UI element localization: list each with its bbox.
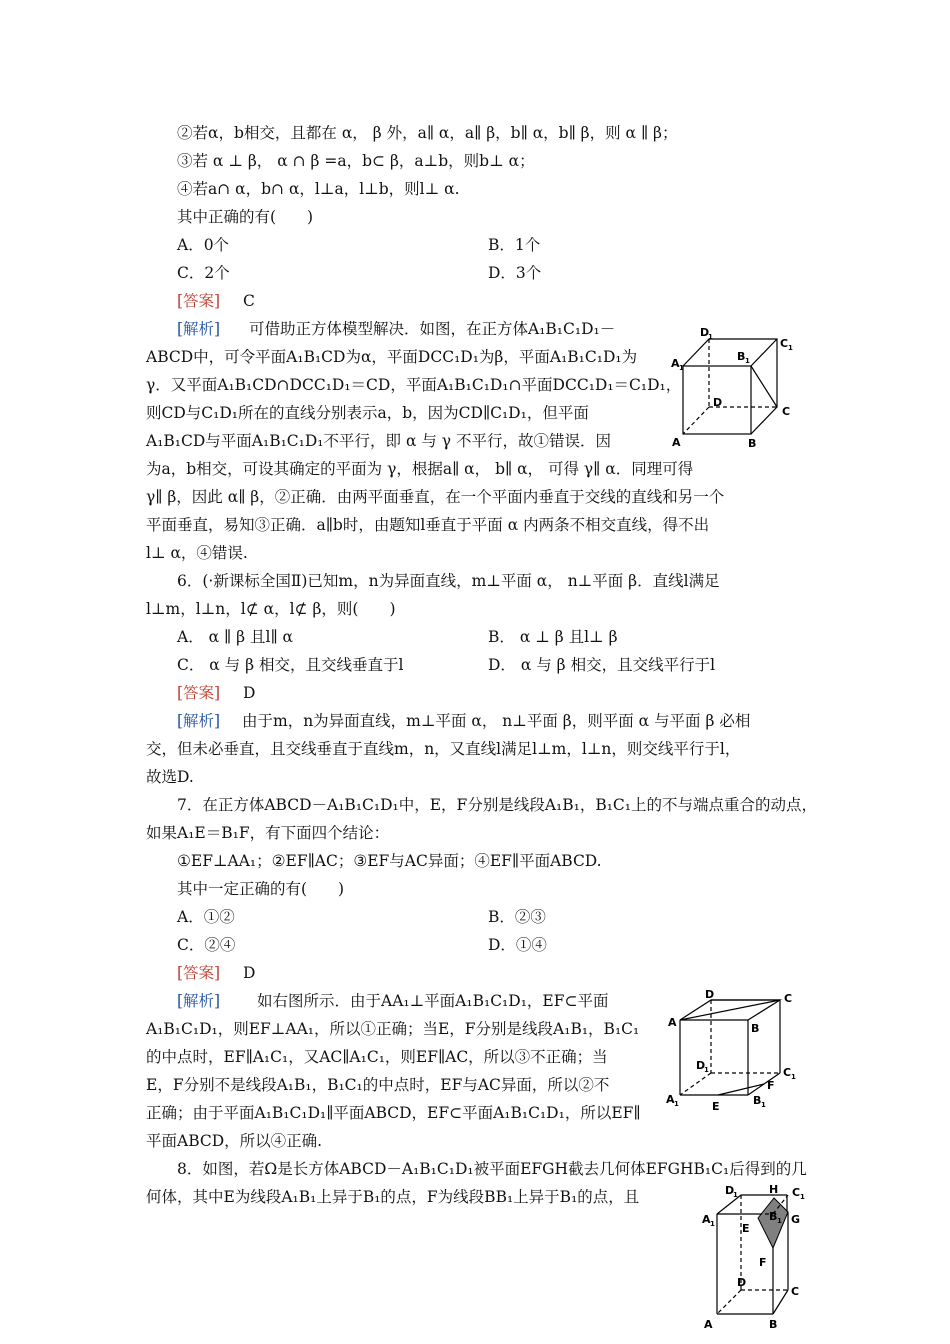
q5-answer-tag: [答案] <box>177 292 221 310</box>
vertex-label: F <box>767 1079 775 1092</box>
vertex-label: G <box>791 1213 801 1226</box>
q5-option-a: A．0个 <box>177 236 230 254</box>
q5-analysis-line: γ．又平面A₁B₁CD∩DCC₁D₁＝CD，平面A₁B₁C₁D₁∩平面DCC₁D₁＝C₁D₁， <box>146 376 682 394</box>
vertex-label: D <box>705 988 715 1001</box>
vertex-label: C <box>792 1186 801 1199</box>
q6-option-d: D． α 与 β 相交，且交线平行于l <box>488 656 716 674</box>
q7-stem-2: 如果A₁E＝B₁F，有下面四个结论： <box>146 824 390 842</box>
q6-analysis-line: 交，但未必垂直，且交线垂直于直线m，n，又直线l满足l⊥m，l⊥n，则交线平行于l， <box>146 740 741 758</box>
vertex-label: D <box>696 1059 706 1072</box>
q7-option-b: B．②③ <box>488 908 546 926</box>
vertex-label: B <box>751 1022 760 1035</box>
q5-statement-4: ④若a∩ α，b∩ α，l⊥a，l⊥b，则l⊥ α. <box>177 180 460 198</box>
vertex-label: A <box>671 357 680 370</box>
vertex-label: B <box>753 1094 762 1107</box>
vertex-label: A <box>666 1093 675 1106</box>
q5-analysis-line: 可借助正方体模型解决．如图，在正方体A₁B₁C₁D₁－ <box>249 320 616 338</box>
vertex-label: C <box>780 337 789 350</box>
q5-analysis-line: ABCD中，可令平面A₁B₁CD为α，平面DCC₁D₁为β，平面A₁B₁C₁D₁为 <box>146 348 638 366</box>
q7-analysis-line: E，F分别不是线段A₁B₁，B₁C₁的中点时，EF与AC异面，所以②不 <box>146 1076 610 1094</box>
q7-answer-tag: [答案] <box>177 964 221 982</box>
vertex-label: F <box>759 1256 767 1269</box>
q5-analysis-line: A₁B₁CD与平面A₁B₁C₁D₁不平行，即 α 与 γ 不平行，故①错误．因 <box>146 432 611 450</box>
q7-analysis-line: 平面ABCD，所以④正确. <box>146 1132 323 1150</box>
vertex-label: B <box>748 437 757 450</box>
q7-stem-1: 7．在正方体ABCD－A₁B₁C₁D₁中，E，F分别是线段A₁B₁，B₁C₁上的不与端点重合的动点， <box>177 796 818 814</box>
q6-answer: D <box>243 684 256 702</box>
vertex-label: E <box>742 1222 750 1235</box>
vertex-label: A <box>702 1213 711 1226</box>
q6-option-b: B． α ⊥ β 且l⊥ β <box>488 628 618 646</box>
vertex-label: D <box>700 326 710 339</box>
figure-cuboid-3 <box>695 1182 825 1342</box>
q7-analysis-line: 正确；由于平面A₁B₁C₁D₁∥平面ABCD，EF⊂平面A₁B₁C₁D₁，所以EF∥ <box>146 1104 641 1122</box>
vertex-label: A <box>672 436 681 449</box>
vertex-subscript: 1 <box>708 333 713 341</box>
q5-prompt: 其中正确的有( ) <box>177 208 314 226</box>
vertex-label: A <box>668 1016 677 1029</box>
q5-analysis-line: γ∥ β，因此 α∥ β，②正确．由两平面垂直，在一个平面内垂直于交线的直线和另一个 <box>146 488 725 506</box>
vertex-subscript: 1 <box>710 1220 715 1228</box>
q7-option-c: C．②④ <box>177 936 236 954</box>
q5-statement-3: ③若 α ⊥ β， α ∩ β =a，b⊂ β，a⊥b，则b⊥ α； <box>177 152 535 170</box>
q7-analysis-line: 如右图所示．由于AA₁⊥平面A₁B₁C₁D₁，EF⊂平面 <box>257 992 609 1010</box>
vertex-label: D <box>737 1276 747 1289</box>
q7-analysis-tag: [解析] <box>177 992 221 1010</box>
figure-cube-2 <box>660 990 820 1120</box>
q5-analysis-line: 平面垂直，易知③正确．a∥b时，由题知l垂直于平面 α 内两条不相交直线，得不出 <box>146 516 710 534</box>
q5-option-b: B．1个 <box>488 236 541 254</box>
vertex-label: D <box>713 396 723 409</box>
q7-option-d: D．①④ <box>488 936 547 954</box>
vertex-subscript: 1 <box>704 1066 709 1074</box>
q6-option-a: A． α ∥ β 且l∥ α <box>177 628 294 646</box>
vertex-label: C <box>783 1066 792 1079</box>
q5-analysis-line: l⊥ α，④错误. <box>146 544 248 562</box>
vertex-label: C <box>782 405 791 418</box>
vertex-label: E <box>712 1100 720 1113</box>
vertex-label: H <box>769 1183 779 1196</box>
q6-stem-2: l⊥m，l⊥n，l⊄ α，l⊄ β，则( ) <box>146 600 396 618</box>
vertex-subscript: 1 <box>679 364 684 372</box>
vertex-label: C <box>791 1285 800 1298</box>
vertex-label: B <box>769 1318 778 1331</box>
figure-cube-1 <box>660 320 820 455</box>
q7-analysis-line: 的中点时，EF∥A₁C₁，又AC∥A₁C₁，则EF∥AC，所以③不正确；当 <box>146 1048 608 1066</box>
shaded-section <box>758 1198 788 1248</box>
q5-answer: C <box>243 292 255 310</box>
vertex-subscript: 1 <box>761 1101 766 1109</box>
vertex-subscript: 1 <box>733 1191 738 1199</box>
q6-analysis-line: 故选D. <box>146 768 194 786</box>
q7-answer: D <box>243 964 256 982</box>
q5-option-d: D．3个 <box>488 264 542 282</box>
q6-answer-tag: [答案] <box>177 684 221 702</box>
q5-statement-2: ②若α，b相交，且都在 α， β 外，a∥ α，a∥ β，b∥ α，b∥ β，则 α ∥ β； <box>177 124 678 142</box>
vertex-label: C <box>784 992 793 1005</box>
vertex-subscript: 1 <box>800 1193 805 1201</box>
vertex-subscript: 1 <box>745 357 750 365</box>
q5-analysis-line: 则CD与C₁D₁所在的直线分别表示a，b，因为CD∥C₁D₁，但平面 <box>146 404 589 422</box>
q5-analysis-line: 为a，b相交，可设其确定的平面为 γ，根据a∥ α， b∥ α， 可得 γ∥ α．同理可得 <box>146 460 694 478</box>
q5-option-c: C．2个 <box>177 264 230 282</box>
q7-analysis-line: A₁B₁C₁D₁，则EF⊥AA₁，所以①正确；当E，F分别是线段A₁B₁，B₁C₁ <box>146 1020 640 1038</box>
q6-stem-1: 6．(·新课标全国Ⅱ)已知m，n为异面直线，m⊥平面 α， n⊥平面 β．直线l满足 <box>177 572 720 590</box>
q6-option-c: C． α 与 β 相交，且交线垂直于l <box>177 656 404 674</box>
q7-prompt: 其中一定正确的有( ) <box>177 880 345 898</box>
vertex-subscript: 1 <box>674 1100 679 1108</box>
vertex-subscript: 1 <box>788 344 793 352</box>
vertex-label: B <box>737 350 746 363</box>
q7-stem-3: ①EF⊥AA₁；②EF∥AC；③EF与AC异面；④EF∥平面ABCD. <box>177 852 602 870</box>
q5-analysis-tag: [解析] <box>177 320 221 338</box>
q8-stem-1: 8．如图，若Ω是长方体ABCD－A₁B₁C₁D₁被平面EFGH截去几何体EFGHB₁C₁后得到的几 <box>177 1160 807 1178</box>
vertex-label: B <box>769 1210 778 1223</box>
q8-stem-2: 何体，其中E为线段A₁B₁上异于B₁的点，F为线段BB₁上异于B₁的点，且 <box>146 1188 640 1206</box>
vertex-subscript: 1 <box>791 1073 796 1081</box>
q6-analysis-line: 由于m，n为异面直线，m⊥平面 α， n⊥平面 β，则平面 α 与平面 β 必相 <box>242 712 751 730</box>
q7-option-a: A．①② <box>177 908 235 926</box>
vertex-label: D <box>725 1184 735 1197</box>
q6-analysis-tag: [解析] <box>177 712 221 730</box>
vertex-label: A <box>704 1318 713 1331</box>
vertex-subscript: 1 <box>777 1217 782 1225</box>
